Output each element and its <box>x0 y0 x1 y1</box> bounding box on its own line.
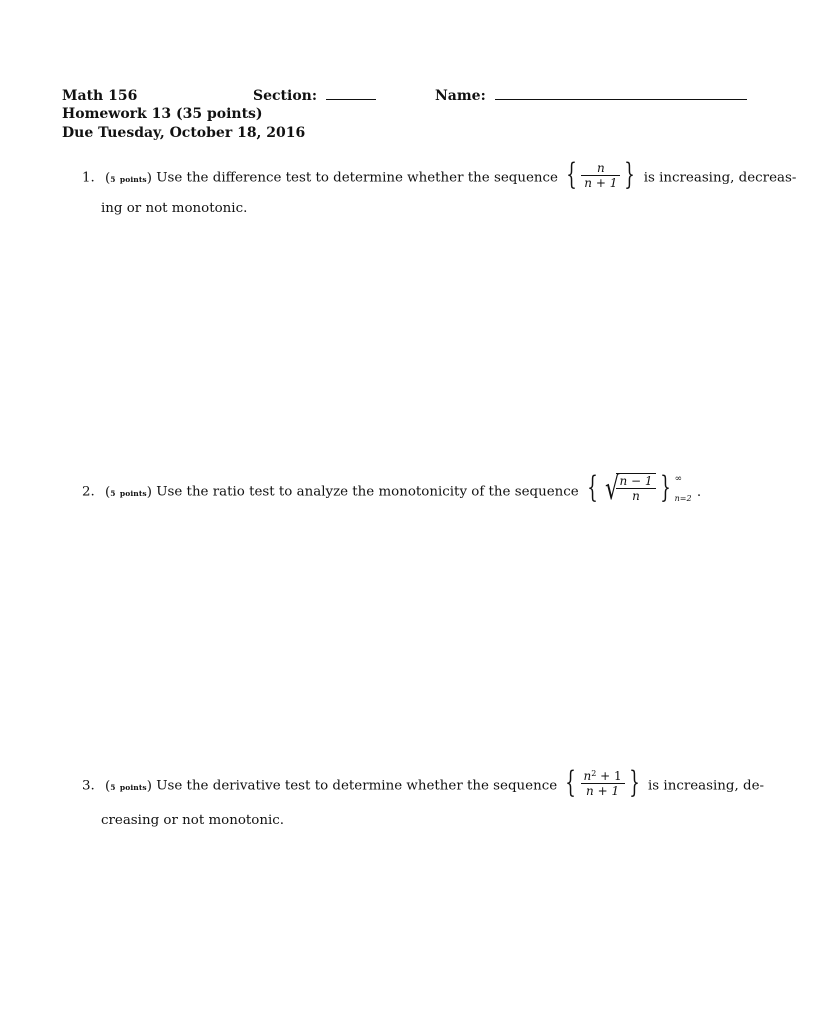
name-label: Name: <box>435 88 486 104</box>
sqrt-radicand <box>616 473 655 503</box>
numerator-base: n <box>583 768 592 783</box>
points-value: 5 <box>110 782 116 792</box>
problem-number: 2. <box>82 484 95 500</box>
numerator-exponent: 2 <box>591 768 597 778</box>
numerator <box>581 769 625 784</box>
section-blank[interactable] <box>326 87 376 100</box>
sequence-expression <box>562 157 639 192</box>
denominator: n <box>632 489 640 503</box>
problem-3-line2: creasing or not monotonic. <box>101 813 285 828</box>
upper-limit: ∞ <box>674 474 683 484</box>
right-brace: } <box>628 765 640 800</box>
problem-text: Use the derivative test to determine whether the sequence <box>156 778 558 794</box>
homework-title: Homework 13 (35 points) <box>62 106 263 122</box>
problem-number: 1. <box>82 170 95 186</box>
section-field[interactable] <box>253 87 376 105</box>
problem-text-period: . <box>696 484 702 500</box>
problem-text-continued: is increasing, de- <box>648 778 765 794</box>
sqrt-sign: √ <box>605 469 620 507</box>
points-value: 5 <box>110 488 116 498</box>
problem-text-continued: is increasing, decreas- <box>643 170 797 186</box>
course-title <box>62 87 137 105</box>
sequence-expression <box>583 468 695 508</box>
name-field[interactable] <box>435 87 747 105</box>
problem-text: Use the difference test to determine whether the sequence <box>156 170 558 186</box>
course-name: Math 156 <box>62 88 138 104</box>
sequence-expression <box>561 765 643 800</box>
fraction <box>616 474 655 503</box>
right-brace: } <box>624 157 636 192</box>
right-brace: } <box>659 470 671 505</box>
problem-text: Use the ratio test to analyze the monotonicity of the sequence <box>156 484 579 500</box>
due-date: Due Tuesday, October 18, 2016 <box>62 125 306 141</box>
problem-number: 3. <box>82 778 95 794</box>
sequence-limits <box>675 468 695 508</box>
points-word: points <box>119 488 147 498</box>
points-badge: (5 points) <box>105 170 152 186</box>
left-brace: { <box>587 470 598 505</box>
denominator: n + 1 <box>586 783 620 798</box>
fraction <box>581 769 625 798</box>
left-brace: { <box>565 765 577 800</box>
problem-3 <box>82 765 765 800</box>
points-badge: (5 points) <box>105 484 152 500</box>
lower-limit: n=2 <box>674 494 692 503</box>
left-brace: { <box>566 157 577 192</box>
points-word: points <box>119 174 147 184</box>
points-badge: (5 points) <box>105 778 152 794</box>
fraction <box>581 161 620 190</box>
problem-2 <box>82 469 702 508</box>
numerator: n <box>581 161 620 176</box>
problem-1-line2: ing or not monotonic. <box>101 201 248 216</box>
denominator: n + 1 <box>584 175 618 190</box>
numerator-rest: + 1 <box>596 768 622 783</box>
points-word: points <box>119 782 147 792</box>
numerator: n − 1 <box>616 474 655 489</box>
points-value: 5 <box>110 174 116 184</box>
problem-1 <box>82 157 797 192</box>
name-blank[interactable] <box>495 87 747 100</box>
section-label: Section: <box>253 88 318 104</box>
